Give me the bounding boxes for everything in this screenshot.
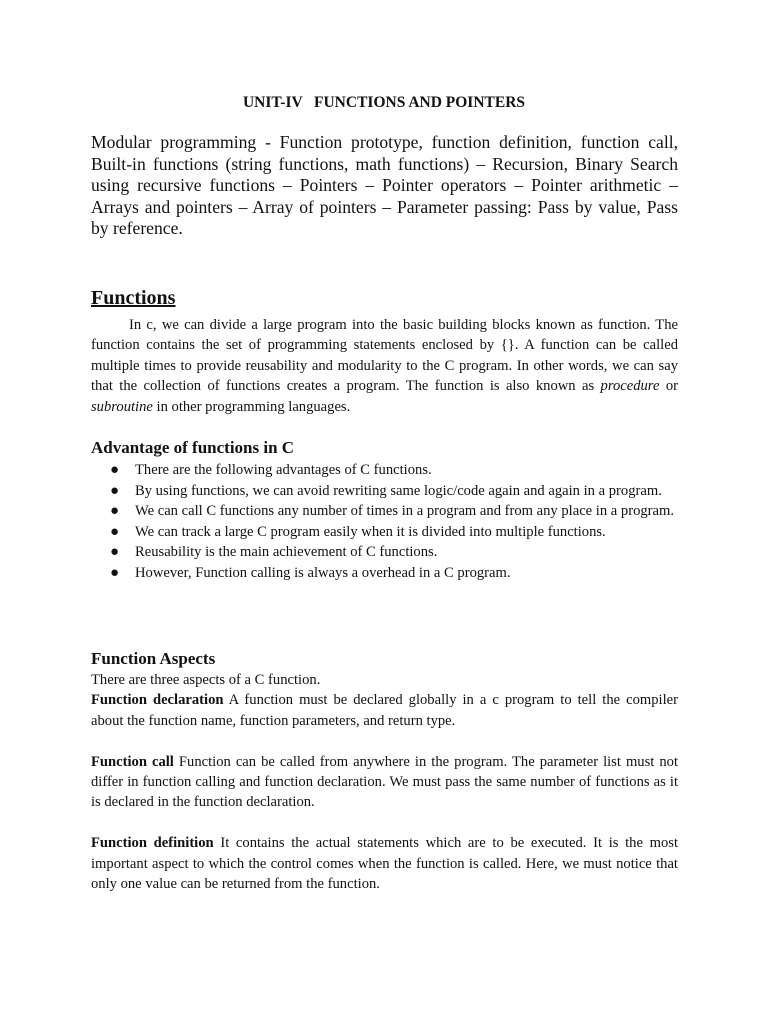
aspects-body — [91, 670, 678, 894]
list-item-text: Reusability is the main achievement of C functions. — [135, 544, 438, 561]
list-item-text: However, Function calling is always a overhead in a C program. — [135, 564, 511, 581]
definition: A function must be declared globally in a c program to tell the compiler about the function name, function parameters, and return type. — [91, 692, 678, 729]
advantages-list — [91, 460, 678, 584]
aspect-definition — [91, 833, 678, 894]
list-item-text: There are the following advantages of C functions. — [135, 462, 432, 478]
syllabus-paragraph: Modular programming - Function prototype, function definition, function call, Built-in functions (string functions, math functions) – Recursion, Binary Search using recursive functions – Pointers – Pointer operators – Pointer arithmetic – Arrays and pointers – Array of pointers – Parameter passing: Pass by value, Pass by reference. — [91, 132, 678, 238]
list-item — [91, 501, 678, 522]
bullet-icon: ● — [110, 523, 120, 540]
definition: Function can be called from anywhere in the program. The parameter list must not differ in function calling and function declaration. We must pass the same number of functions as it is declared in the function declaration. — [91, 753, 679, 811]
list-item — [91, 542, 678, 563]
list-item — [91, 563, 678, 584]
section-heading-advantages: Advantage of functions in C — [91, 438, 295, 457]
italic-term: procedure — [600, 378, 660, 395]
text: in other programming languages. — [152, 398, 351, 415]
term: Function call — [91, 753, 174, 770]
aspects-intro: There are three aspects of a C function. — [91, 672, 321, 688]
bullet-icon: ● — [110, 503, 120, 520]
definition: It contains the actual statements which are to be executed. It is the most important aspect to which the control comes when the function is called. Here, we must notice that only one value can be returned from the function. — [91, 835, 679, 893]
page-title: UNIT-IV FUNCTIONS AND POINTERS — [242, 94, 526, 111]
list-item-text: We can call C functions any number of times in a program and from any place in a program. — [135, 503, 675, 520]
text: or — [659, 378, 678, 395]
term: Function definition — [91, 835, 214, 852]
section-heading-functions: Functions — [91, 287, 176, 309]
italic-term: subroutine — [91, 398, 153, 415]
bullet-icon: ● — [110, 482, 120, 499]
term: Function declaration — [91, 692, 224, 709]
list-item — [91, 481, 678, 502]
bullet-icon: ● — [110, 564, 120, 581]
bullet-icon: ● — [110, 544, 120, 561]
list-item-text: We can track a large C program easily when it is divided into multiple functions. — [135, 523, 606, 540]
bullet-icon: ● — [110, 462, 120, 478]
list-item — [91, 460, 678, 481]
list-item — [91, 522, 678, 543]
aspect-call — [91, 752, 678, 813]
text: In c, we can divide a large program into the basic building blocks known as function. The function contains the set of programming statements enclosed by {}. A function can be called multiple times to provide reusability and modularity to the C program. In other words, we can say that the collection of functions creates a program. The function is also known as — [91, 317, 678, 395]
aspect-declaration — [91, 690, 678, 731]
section-heading-aspects: Function Aspects — [91, 649, 216, 668]
functions-paragraph — [91, 315, 678, 417]
list-item-text: By using functions, we can avoid rewriting same logic/code again and again in a program. — [135, 482, 662, 499]
